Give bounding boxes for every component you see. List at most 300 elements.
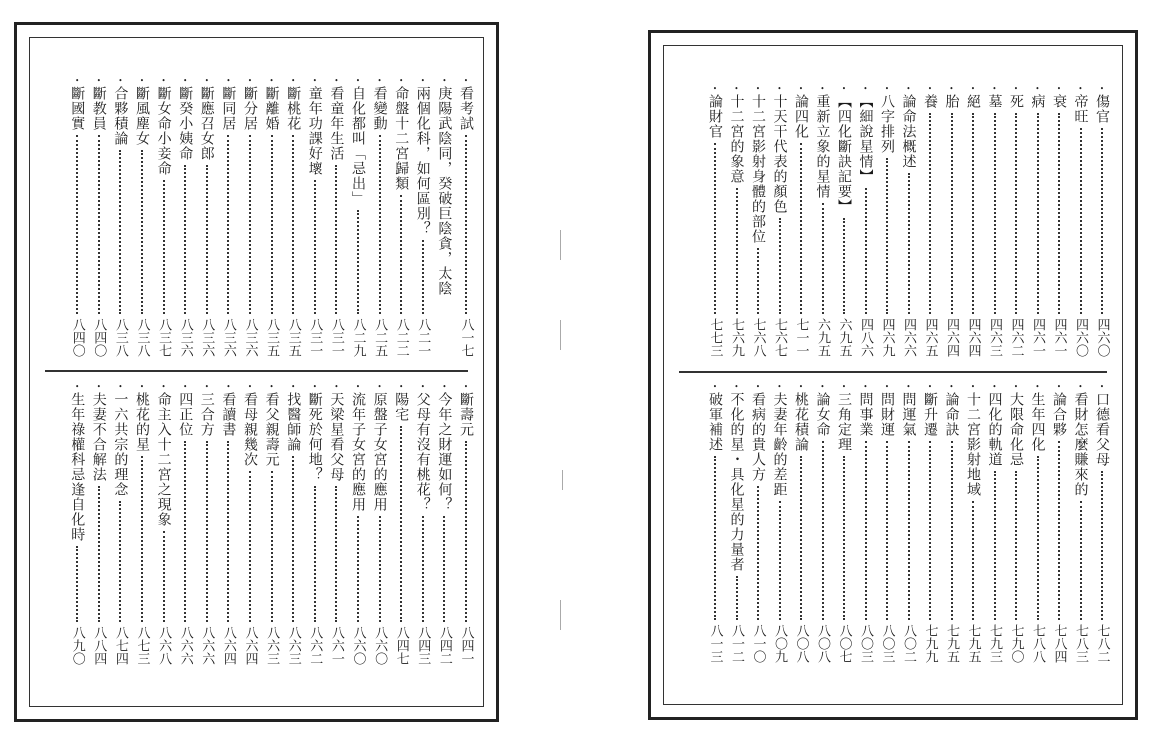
toc-dot-leader: [249, 135, 251, 314]
toc-entry-title: 論四化: [793, 94, 809, 139]
toc-entry: [790, 85, 812, 357]
toc-entry-page: 四六〇: [1073, 318, 1088, 357]
toc-dot-leader: [736, 188, 738, 314]
toc-bullet: •: [96, 77, 101, 85]
toc-entry: [109, 77, 131, 357]
toc-entry-page: 四六四: [965, 318, 981, 357]
toc-bullet: •: [777, 85, 782, 93]
toc-entry-title: 兩個化科，如何區別？: [414, 86, 431, 236]
toc-dot-leader: [972, 113, 974, 314]
toc-bullet: •: [755, 85, 761, 93]
toc-dot-leader: [400, 426, 402, 622]
toc-dot-leader: [76, 135, 78, 314]
toc-entry: [1005, 85, 1027, 357]
toc-entry-title: 斷風塵女: [134, 86, 150, 146]
toc-bullet: •: [1056, 383, 1062, 391]
toc-dot-leader: [929, 113, 931, 314]
toc-entry: [433, 383, 455, 665]
toc-bullet: •: [442, 77, 447, 85]
toc-entry-page: 八八四: [91, 626, 107, 665]
toc-bullet: •: [291, 77, 296, 85]
toc-entry-title: 看病的貴人方: [750, 392, 766, 482]
toc-entry-title: 童年功課好壞: [306, 86, 323, 176]
toc-bullet: •: [377, 77, 382, 85]
toc-bullet: •: [841, 85, 847, 93]
toc-entry-page: 八六三: [264, 626, 280, 665]
toc-entry-title: 找醫師論: [285, 392, 302, 452]
toc-entry: [217, 77, 239, 357]
toc-entry-title: 傷官: [1094, 94, 1110, 124]
toc-entry: [88, 77, 110, 357]
toc-entry: [88, 383, 110, 665]
toc-entry: [919, 85, 941, 357]
toc-entry-title: 桃花的星: [134, 392, 150, 452]
toc-entry: [1070, 85, 1092, 357]
toc-entry-title: 十二宮的象意: [728, 94, 745, 184]
toc-entry-page: 七八三: [1073, 624, 1088, 663]
toc-dot-leader: [779, 501, 781, 620]
toc-dot-leader: [271, 135, 273, 314]
toc-entry-page: 八九〇: [69, 626, 85, 665]
toc-bullet: •: [118, 77, 123, 85]
toc-dot-leader: [1037, 456, 1039, 620]
toc-entry-page: 八六六: [199, 626, 215, 665]
toc-dot-leader: [908, 173, 910, 314]
toc-entry-title: 口德看父母: [1094, 392, 1110, 467]
toc-entry-page: 八六三: [285, 626, 301, 665]
toc-bullet: •: [863, 85, 868, 93]
toc-dot-leader: [422, 516, 424, 622]
toc-entry-title: 生年四化: [1029, 392, 1046, 452]
toc-entry-page: 八〇七: [836, 624, 852, 663]
toc-dot-leader: [119, 501, 121, 622]
toc-entry-page: 八六〇: [350, 626, 366, 665]
toc-entry-page: 八三八: [134, 318, 150, 357]
toc-dot-leader: [843, 456, 845, 620]
toc-dot-leader: [757, 248, 759, 314]
toc-bullet: •: [970, 85, 976, 93]
toc-bullet: •: [75, 77, 80, 85]
right-section-divider: [679, 371, 1107, 373]
toc-bullet: •: [884, 85, 890, 93]
toc-entry-title: 命盤十二宮歸類: [393, 86, 410, 191]
toc-bullet: •: [1013, 383, 1019, 391]
toc-dot-leader: [822, 441, 824, 620]
toc-entry: [217, 383, 239, 665]
toc-bullet: •: [1013, 85, 1019, 93]
toc-entry-title: 生年祿權科忌逢自化時: [69, 392, 86, 542]
toc-entry-page: 七八二: [1094, 624, 1110, 663]
toc-entry-title: 斷國實: [69, 86, 86, 131]
toc-dot-leader: [184, 441, 186, 622]
toc-entry-title: 十二宮影射身體的部位: [750, 94, 766, 244]
toc-entry-page: 七九五: [944, 624, 959, 663]
toc-bullet: •: [992, 85, 997, 93]
toc-entry-title: 論命訣: [943, 392, 960, 437]
toc-entry-title: 十二宮影射地域: [965, 392, 981, 497]
toc-entry-title: 問財運: [879, 392, 895, 437]
left-section-divider: [45, 370, 468, 372]
toc-entry: [1027, 85, 1049, 357]
toc-dot-leader: [141, 150, 143, 314]
toc-bullet: •: [226, 383, 231, 391]
toc-entry-title: 大限命化忌: [1008, 392, 1024, 467]
toc-dot-leader: [292, 135, 294, 314]
toc-bullet: •: [906, 383, 911, 391]
toc-entry: [412, 77, 434, 357]
toc-entry-page: 七九九: [922, 624, 938, 663]
toc-entry-title: 十天干代表的顏色: [771, 94, 788, 214]
toc-entry-title: 看童年生活: [328, 86, 345, 161]
toc-bullet: •: [139, 383, 145, 391]
toc-bullet: •: [712, 85, 718, 93]
toc-entry: [962, 85, 984, 357]
scan-noise: [560, 600, 561, 630]
toc-entry-page: 八六八: [156, 626, 172, 665]
toc-entry: [962, 383, 984, 663]
toc-dot-leader: [422, 240, 424, 314]
toc-entry-page: 八四〇: [69, 318, 85, 357]
toc-entry-page: 八〇三: [858, 624, 873, 663]
toc-entry-title: 看母親幾次: [242, 392, 258, 467]
toc-bullet: •: [734, 383, 739, 391]
toc-entry-title: 合夥積論: [112, 86, 129, 146]
toc-entry-page: 四六一: [1030, 318, 1045, 357]
toc-entry-page: 八三八: [112, 318, 128, 357]
toc-bullet: •: [247, 77, 253, 85]
toc-entry-title: 命主入十二宮之現象: [155, 392, 172, 527]
toc-dot-leader: [951, 113, 953, 314]
toc-entry: [833, 85, 855, 357]
toc-entry-title: 一六共宗的理念: [112, 392, 129, 497]
toc-entry-title: 斷離婚: [263, 86, 280, 131]
toc-bullet: •: [183, 77, 188, 85]
toc-entry: [1048, 383, 1070, 663]
toc-entry-page: 七八八: [1030, 624, 1045, 663]
toc-bullet: •: [75, 383, 80, 391]
toc-bullet: •: [442, 383, 447, 391]
toc-dot-leader: [1080, 128, 1082, 314]
toc-entry: [153, 383, 175, 665]
toc-entry: [261, 383, 283, 665]
toc-bullet: •: [420, 383, 425, 391]
toc-entry-page: 八四〇: [91, 318, 107, 357]
toc-entry: [898, 85, 920, 357]
toc-dot-leader: [249, 471, 251, 622]
toc-entry: [726, 383, 748, 663]
toc-entry-title: 陽宅: [393, 392, 410, 422]
toc-dot-leader: [163, 180, 165, 314]
toc-dot-leader: [335, 165, 337, 314]
toc-entry-title: 四化的軌道: [986, 392, 1003, 467]
toc-dot-leader: [994, 471, 996, 620]
toc-bullet: •: [949, 383, 954, 391]
toc-entry-title: 斷升遷: [922, 392, 938, 437]
toc-bullet: •: [247, 383, 253, 391]
toc-entry-page: 八一三: [707, 624, 723, 663]
toc-dot-leader: [184, 165, 186, 314]
toc-entry-title: 帝旺: [1072, 94, 1089, 124]
toc-entry-page: 八〇三: [879, 624, 895, 663]
toc-entry: [282, 383, 304, 665]
toc-dot-leader: [1080, 501, 1082, 620]
toc-bullet: •: [291, 383, 296, 391]
toc-bullet: •: [399, 77, 404, 85]
toc-dot-leader: [1015, 113, 1017, 314]
toc-bullet: •: [992, 383, 997, 391]
toc-dot-leader: [779, 218, 781, 314]
toc-dot-leader: [400, 195, 402, 314]
toc-entry-title: 論合夥: [1051, 392, 1067, 437]
toc-bullet: •: [312, 383, 317, 391]
toc-entry-page: 八〇八: [815, 624, 830, 663]
toc-entry-page: 八二二: [393, 318, 409, 357]
toc-entry: [109, 383, 131, 665]
toc-entry: [455, 383, 477, 665]
toc-entry-page: 四六〇: [1094, 318, 1110, 357]
toc-entry-title: 【細說星情】: [857, 94, 874, 184]
toc-bullet: •: [798, 85, 804, 93]
toc-entry-title: 斷應召女郎: [198, 86, 215, 161]
toc-entry: [855, 383, 877, 663]
toc-bullet: •: [712, 383, 718, 391]
toc-entry-page: 八三一: [328, 318, 344, 357]
toc-entry-title: 論女命: [814, 392, 831, 437]
toc-dot-leader: [163, 531, 165, 622]
toc-bullet: •: [269, 77, 274, 85]
toc-dot-leader: [714, 456, 716, 620]
toc-entry: [131, 77, 153, 357]
toc-entry-page: 七六八: [750, 318, 766, 357]
toc-entry-page: 八二五: [372, 318, 388, 357]
toc-entry-title: 三角定理: [836, 392, 852, 452]
toc-entry-title: 斷壽元: [458, 392, 474, 437]
toc-entry: [1070, 383, 1092, 663]
toc-dot-leader: [357, 516, 359, 622]
toc-entry-title: 庚陽武陰同，癸破巨陰貪，太陰: [436, 86, 453, 296]
toc-entry-title: 養: [922, 94, 938, 109]
toc-entry-title: 重新立象的星情: [814, 94, 831, 199]
toc-entry-page: 四六一: [1051, 318, 1067, 357]
toc-entry: [455, 77, 477, 357]
toc-entry-page: 八〇二: [901, 624, 916, 663]
toc-entry: [855, 85, 877, 357]
scan-noise: [560, 320, 561, 350]
toc-entry-page: 四六六: [901, 318, 916, 357]
toc-entry-title: 病: [1029, 94, 1046, 109]
toc-entry: [369, 77, 391, 357]
toc-entry-title: 破軍補述: [707, 392, 723, 452]
toc-bullet: •: [334, 77, 339, 85]
toc-entry: [812, 383, 834, 663]
toc-entry-page: 八六〇: [372, 626, 388, 665]
toc-bullet: •: [884, 383, 890, 391]
toc-dot-leader: [443, 516, 445, 622]
toc-entry-title: 原盤子女宮的應用: [371, 392, 388, 512]
toc-bullet: •: [139, 77, 145, 85]
toc-entry: [790, 383, 812, 663]
toc-entry-page: 八四二: [436, 626, 452, 665]
toc-entry-page: 八三五: [285, 318, 301, 357]
toc-entry-title: 斷分居: [242, 86, 258, 131]
toc-entry: [66, 383, 88, 665]
toc-entry: [239, 77, 261, 357]
toc-dot-leader: [951, 441, 953, 620]
toc-entry-page: 四六九: [879, 318, 895, 357]
toc-entry-page: 八四七: [393, 626, 409, 665]
toc-dot-leader: [206, 165, 208, 314]
toc-dot-leader: [757, 486, 759, 620]
toc-entry-page: 四六四: [944, 318, 959, 357]
toc-dot-leader: [886, 441, 888, 620]
toc-dot-leader: [357, 210, 359, 314]
toc-bullet: •: [841, 383, 847, 391]
toc-bullet: •: [1056, 85, 1062, 93]
toc-entry-page: 八七四: [112, 626, 128, 665]
toc-bullet: •: [1078, 383, 1083, 391]
toc-entry-page: 八六二: [307, 626, 323, 665]
toc-entry: [66, 77, 88, 357]
toc-entry: [812, 85, 834, 357]
toc-entry-page: 四六五: [922, 318, 938, 357]
toc-entry-page: 八三五: [264, 318, 280, 357]
toc-entry: [196, 383, 218, 665]
toc-entry-title: 問事業: [857, 392, 874, 437]
toc-entry-title: 看變動: [371, 86, 388, 131]
toc-entry-title: 論命法概述: [900, 94, 917, 169]
toc-entry-page: 八六一: [328, 626, 344, 665]
toc-entry-title: 四正位: [177, 392, 194, 437]
toc-dot-leader: [929, 441, 931, 620]
toc-bullet: •: [204, 77, 209, 85]
toc-entry-title: 斷教員: [90, 86, 107, 131]
toc-bullet: •: [334, 383, 339, 391]
toc-bullet: •: [820, 85, 825, 93]
toc-entry-title: 衰: [1051, 94, 1067, 109]
toc-dot-leader: [908, 441, 910, 620]
toc-entry-page: 七九〇: [1008, 624, 1024, 663]
toc-entry-page: 八三七: [156, 318, 172, 357]
toc-dot-leader: [292, 456, 294, 622]
toc-dot-leader: [865, 188, 867, 314]
toc-entry-page: 四六三: [987, 318, 1002, 357]
toc-entry: [174, 383, 196, 665]
toc-bullet: •: [420, 77, 425, 85]
toc-entry: [433, 77, 455, 357]
toc-entry-page: 七一一: [793, 318, 809, 357]
toc-dot-leader: [865, 441, 867, 620]
toc-entry-title: 三合方: [198, 392, 215, 437]
toc-entry-page: 八一二: [729, 624, 744, 663]
toc-entry-page: 八六四: [242, 626, 258, 665]
toc-dot-leader: [843, 218, 845, 314]
left-page: [14, 22, 499, 722]
toc-entry-page: 八二一: [415, 318, 431, 357]
toc-entry: [304, 383, 326, 665]
toc-entry: [769, 383, 791, 663]
toc-entry-page: 四六二: [1008, 318, 1024, 357]
toc-dot-leader: [972, 501, 974, 620]
toc-entry-title: 不化的星・具化星的力量者: [728, 392, 745, 572]
toc-dot-leader: [98, 486, 100, 622]
toc-entry: [747, 85, 769, 357]
toc-entry-title: 斷女命小妾命: [155, 86, 172, 176]
toc-entry-page: 八一〇: [750, 624, 766, 663]
toc-entry: [876, 85, 898, 357]
toc-entry-title: 問運氣: [900, 392, 917, 437]
toc-entry-page: 七九五: [965, 624, 981, 663]
toc-entry-page: 八三六: [199, 318, 215, 357]
toc-entry: [919, 383, 941, 663]
toc-entry-title: 斷癸小姨命: [177, 86, 194, 161]
toc-entry-page: 八三六: [177, 318, 193, 357]
toc-entry: [347, 383, 369, 665]
toc-entry-page: 八六六: [177, 626, 193, 665]
toc-bullet: •: [312, 77, 317, 85]
toc-dot-leader: [227, 441, 229, 622]
toc-bullet: •: [1099, 383, 1105, 391]
toc-entry: [304, 77, 326, 357]
toc-bullet: •: [355, 383, 361, 391]
toc-entry-page: 四八六: [858, 318, 873, 357]
toc-bullet: •: [463, 383, 469, 391]
toc-entry: [876, 383, 898, 663]
toc-entry: [898, 383, 920, 663]
toc-dot-leader: [314, 486, 316, 622]
toc-entry: [941, 383, 963, 663]
toc-entry-title: 論財官: [707, 94, 723, 139]
toc-entry: [131, 383, 153, 665]
toc-bullet: •: [96, 383, 101, 391]
toc-entry-page: 八〇九: [772, 624, 787, 663]
toc-entry-title: 八字排列: [879, 94, 895, 154]
toc-dot-leader: [1101, 471, 1103, 620]
toc-dot-leader: [1015, 471, 1017, 620]
toc-entry: [984, 383, 1006, 663]
toc-dot-leader: [994, 113, 996, 314]
toc-entry: [174, 77, 196, 357]
toc-dot-leader: [736, 576, 738, 620]
toc-entry-page: 八三六: [220, 318, 236, 357]
toc-entry-page: 八三六: [242, 318, 258, 357]
toc-dot-leader: [379, 135, 381, 314]
toc-dot-leader: [335, 486, 337, 622]
toc-dot-leader: [206, 441, 208, 622]
toc-dot-leader: [465, 135, 467, 314]
toc-entry: [196, 77, 218, 357]
toc-entry: [833, 383, 855, 663]
toc-entry-title: 絕: [965, 94, 981, 109]
toc-entry-title: 胎: [943, 94, 960, 109]
toc-entry-page: 八三一: [307, 318, 323, 357]
toc-entry: [153, 77, 175, 357]
toc-dot-leader: [886, 158, 888, 314]
toc-bullet: •: [377, 383, 382, 391]
toc-bullet: •: [161, 77, 166, 85]
toc-entry-page: 八六四: [220, 626, 236, 665]
toc-dot-leader: [714, 143, 716, 314]
toc-entry: [369, 383, 391, 665]
toc-dot-leader: [822, 203, 824, 314]
toc-entry: [1091, 85, 1113, 357]
toc-entry-title: 死: [1008, 94, 1024, 109]
toc-entry-title: 看父親壽元: [263, 392, 280, 467]
toc-entry: [704, 383, 726, 663]
toc-entry-title: 流年子女宮的應用: [350, 392, 366, 512]
toc-entry-page: 七六七: [772, 318, 787, 357]
toc-entry-title: 桃花積論: [793, 392, 809, 452]
toc-entry: [941, 85, 963, 357]
